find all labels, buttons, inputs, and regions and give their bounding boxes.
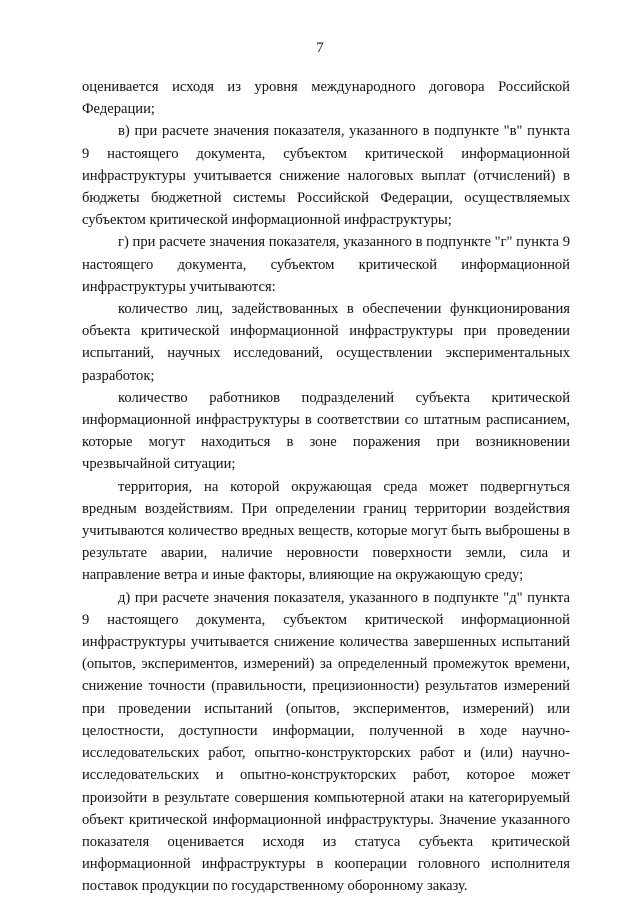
paragraph-persons-count: количество лиц, задействованных в обеспечении функционирования объекта критической информационной инфраструктуры при проведении испытаний, научных исследований, осуществлении экспериментальных разработок; <box>82 301 570 384</box>
paragraph-continuation: оценивается исходя из уровня международного договора Российской Федерации; <box>82 79 570 118</box>
paragraph-subitem-d: д) при расчете значения показателя, указанного в подпункте "д" пункта 9 настоящего документа, субъектом критической информационной инфраструктуры учитывается снижение количества завершенных испытаний (опытов, экспериментов, измерений) за определенный промежуток времени, снижение точности (правильности, прецизионности) результатов измерений при проведении испытаний (опытов, экспериментов, измерений) или целостности, доступности информации, полученной в ходе научно-исследовательских работ, опытно-конструкторских работ и (или) научно-исследовательских и опытно-конструкторских работ, которое может произойти в результате совершения компьютерной атаки на категорируемый объект критической информационной инфраструктуры. Значение указанного показателя оценивается исходя из статуса субъекта критической информационной инфраструктуры в кооперации головного исполнителя поставок продукции по государственному оборонному заказу. <box>82 589 570 895</box>
body-text <box>82 76 570 898</box>
paragraph-workers-count: количество работников подразделений субъекта критической информационной инфраструктуры в соответствии со штатным расписанием, которые могут находиться в зоне поражения при возникновении чрезвычайной ситуации; <box>82 389 570 473</box>
page-number: 7 <box>316 40 324 56</box>
paragraph-subitem-g: г) при расчете значения показателя, указанного в подпункте "г" пункта 9 настоящего документа, субъектом критической информационной инфраструктуры учитываются: <box>82 234 570 295</box>
paragraph-subitem-v: в) при расчете значения показателя, указанного в подпункте "в" пункта 9 настоящего документа, субъектом критической информационной инфраструктуры учитывается снижение налоговых выплат (отчислений) в бюджеты бюджетной системы Российской Федерации, осуществляемых субъектом критической информационной инфраструктуры; <box>82 123 570 229</box>
paragraph-territory: территория, на которой окружающая среда может подвергнуться вредным воздействиям. При определении границ территории воздействия учитываются количество вредных веществ, которые могут быть выброшены в результате аварии, наличие неровности поверхности земли, сила и направление ветра и иные факторы, влияющие на окружающую среду; <box>82 478 570 584</box>
